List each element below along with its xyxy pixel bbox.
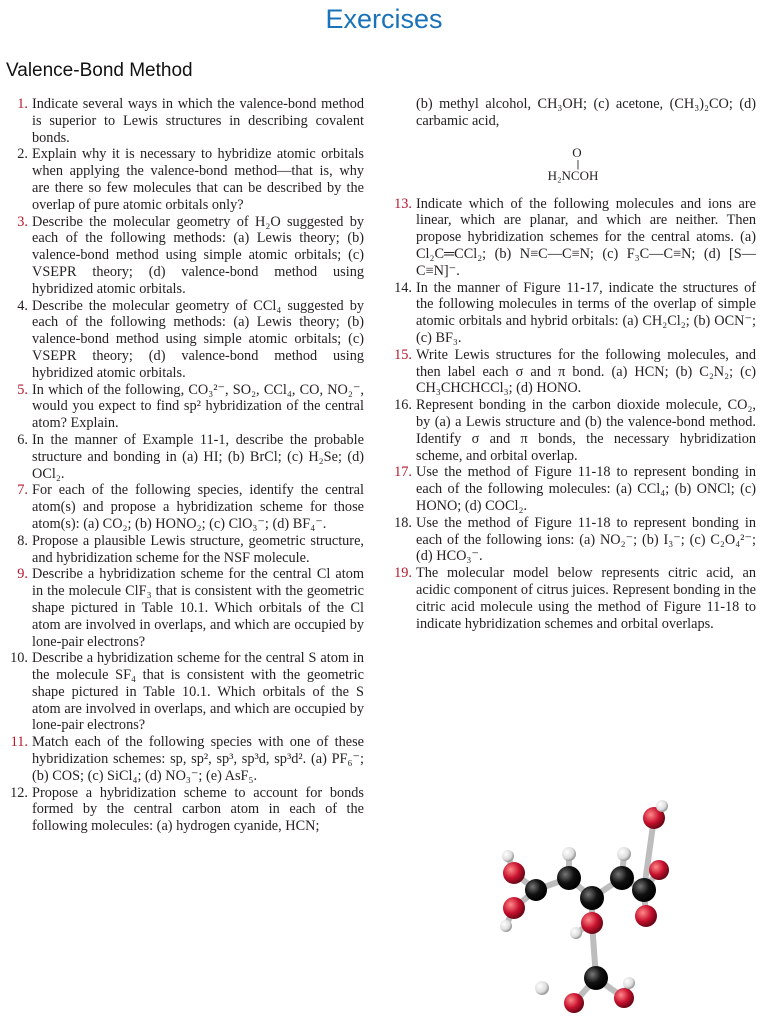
- question-number: 1.: [17, 96, 28, 112]
- page-title: Exercises: [325, 4, 443, 34]
- question-text: Describe the molecular geometry of H₂O suggested by each of the following methods: (a) Lewis theory; (b) valence-bond method using simple atomic orbitals; (c) VSEPR theory; (d) valence-bond method using hybridized atomic orbitals.: [32, 213, 364, 297]
- question-text: Describe the molecular geometry of CCl₄ suggested by each of the following methods: (a) Lewis theory; (b) valence-bond method using simple atomic orbitals; (c) VSEPR theory; (d) valence-bond method using hybridized atomic orbitals.: [32, 297, 364, 381]
- question-14: [390, 280, 756, 347]
- question-number: 15.: [394, 346, 412, 363]
- section-heading: Valence-Bond Method: [6, 60, 193, 81]
- question-text: Propose a hybridization scheme to account for bonds formed by the central carbon atom in each of the following molecules: (a) hydrogen cyanide, HCN;: [32, 784, 364, 835]
- question-9: [6, 566, 364, 650]
- question-19: [390, 565, 756, 632]
- question-number: 4.: [17, 297, 28, 314]
- question-17: [390, 464, 756, 514]
- question-text: Write Lewis structures for the following molecules, and then label each σ and π bond. (a) HCN; (b) C₂N₂; (c) CH₃CHCHCCl₃; (d) HONO.: [416, 346, 756, 397]
- question-number: 19.: [394, 565, 412, 582]
- bonds: [506, 818, 659, 1003]
- question-text: For each of the following species, identify the central atom(s) and propose a hybridization scheme for those atom(s): (a) CO₂; (b) HONO₂; (c) ClO₃⁻; (d) BF₄⁻.: [32, 482, 364, 532]
- question-text: Indicate which of the following molecules and ions are linear, which are planar, and which are neither. Then propose hybridization schemes for the central atoms. (a) Cl₂C═CCl₂; (b) N≡C—C≡N; (c) F₃C—C≡N; (d) [S—C≡N]⁻.: [416, 195, 756, 279]
- question-text: (b) methyl alcohol, CH₃OH; (c) acetone, (CH₃)₂CO; (d) carbamic acid,: [416, 96, 756, 129]
- question-12: [6, 785, 364, 835]
- question-12-continued: [390, 96, 756, 130]
- question-number: 3.: [17, 213, 28, 230]
- question-number: 14.: [394, 279, 412, 296]
- carbamic-acid-formula: [390, 146, 756, 182]
- question-16: [390, 397, 756, 464]
- question-text: In the manner of Figure 11-17, indicate the structures of the following molecules in terms of the overlap of simple atomic orbitals and hybrid orbitals: (a) CH₂Cl₂; (b) OCN⁻; (c) BF₃.: [416, 279, 756, 346]
- question-number: 17.: [394, 464, 412, 481]
- question-number: 18.: [394, 514, 412, 531]
- right-column: [390, 96, 756, 632]
- question-15: [390, 347, 756, 397]
- question-number: 16.: [394, 397, 412, 414]
- question-text: Indicate several ways in which the valence-bond method is superior to Lewis structures in describing covalent bonds.: [32, 96, 364, 146]
- question-text: In which of the following, CO₃²⁻, SO₂, CCl₄, CO, NO₂⁻, would you expect to find sp² hybridization of the central atom? Explain.: [32, 381, 364, 432]
- formula-oxygen: O: [572, 144, 582, 160]
- question-text: The molecular model below represents citric acid, an acidic component of citrus juices. Represent bonding in the citric acid molecule using the method of Figure 11-18 to indicate hybridization schemes and orbital overlaps.: [416, 565, 756, 632]
- question-7: [6, 482, 364, 532]
- question-number: 6.: [17, 431, 28, 448]
- question-2: [6, 146, 364, 213]
- question-text: In the manner of Example 11-1, describe the probable structure and bonding in (a) HI; (b) BrCl; (c) H₂Se; (d) OCl₂.: [32, 431, 364, 482]
- question-text: Use the method of Figure 11-18 to represent bonding in each of the following molecules: (a) CCl₄; (b) ONCl; (c) HONO; (d) COCl₂.: [416, 464, 756, 514]
- question-3: [6, 214, 364, 298]
- atoms: [500, 800, 669, 1013]
- question-number: 5.: [17, 381, 28, 398]
- question-number: 13.: [394, 195, 412, 212]
- formula-double-bond: ||: [576, 157, 578, 170]
- question-number: 12.: [10, 784, 28, 801]
- question-8: [6, 533, 364, 567]
- formula-main: H₂NCOH: [547, 167, 599, 183]
- question-text: Describe a hybridization scheme for the central Cl atom in the molecule ClF₃ that is consistent with the geometric shape pictured in Table 10.1. Which orbitals of the Cl atom are involved in overlaps, and which are occupied by lone-pair electrons?: [32, 566, 364, 650]
- question-13: [390, 196, 756, 280]
- citric-acid-model-icon: [484, 778, 698, 1018]
- question-number: 11.: [10, 734, 28, 751]
- left-column: [6, 96, 364, 835]
- question-1: [6, 96, 364, 146]
- question-number: 9.: [17, 566, 28, 583]
- question-text: Represent bonding in the carbon dioxide molecule, CO₂, by (a) a Lewis structure and (b) the valence-bond method. Identify σ and π bonds, the necessary hybridization scheme, and orbital overlap.: [416, 397, 756, 464]
- question-18: [390, 515, 756, 565]
- question-text: Match each of the following species with one of these hybridization schemes: sp, sp², sp³, sp³d, sp³d². (a) PF₆⁻; (b) COS; (c) SiCl₄; (d) NO₃⁻; (e) AsF₅.: [32, 734, 364, 784]
- question-text: Use the method of Figure 11-18 to represent bonding in each of the following ions: (a) NO₂⁻; (b) I₃⁻; (c) C₂O₄²⁻; (d) HCO₃⁻.: [416, 514, 756, 565]
- question-6: [6, 432, 364, 482]
- question-text: Describe a hybridization scheme for the central S atom in the molecule SF₄ that is consistent with the geometric shape pictured in Table 10.1. Which orbitals of the S atom are involved in overlaps, and which are occupied by lone-pair electrons?: [32, 650, 364, 734]
- question-number: 7.: [17, 482, 28, 499]
- question-11: [6, 734, 364, 784]
- question-4: [6, 298, 364, 382]
- question-text: Explain why it is necessary to hybridize atomic orbitals when applying the valence-bond method—that is, why are there so few molecules that can be described by the overlap of pure atomic orbitals only?: [32, 146, 364, 213]
- question-number: 10.: [10, 650, 28, 667]
- question-5: [6, 382, 364, 432]
- question-text: Propose a plausible Lewis structure, geometric structure, and hybridization scheme for the NSF molecule.: [32, 532, 364, 566]
- question-number: 8.: [17, 532, 28, 549]
- question-10: [6, 650, 364, 734]
- question-number: 2.: [17, 146, 28, 163]
